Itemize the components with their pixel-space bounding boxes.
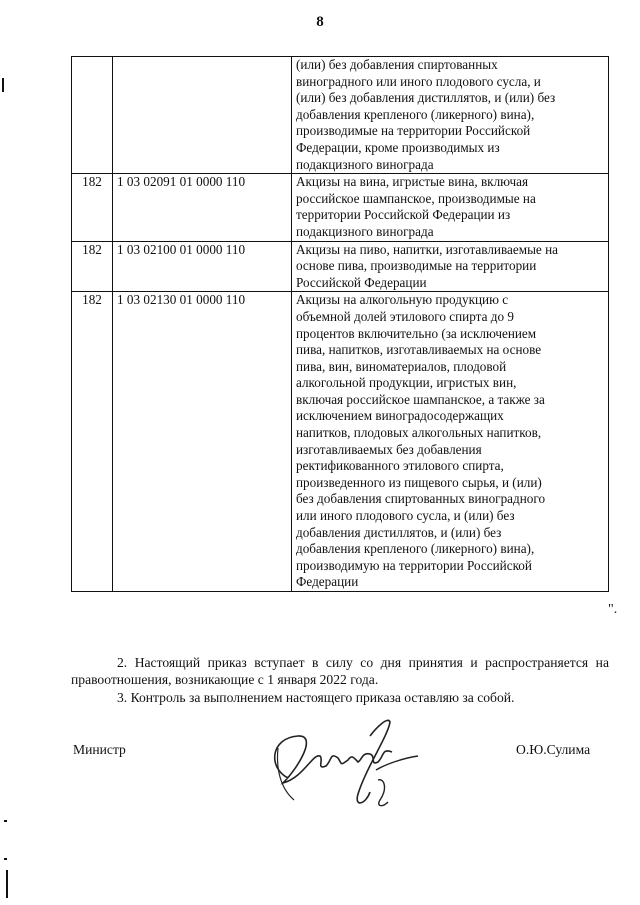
table-row — [72, 174, 609, 241]
income-name-line: добавления крепленого (ликерного) вина), — [296, 106, 535, 122]
table-row — [72, 241, 609, 292]
signatory-title: Министр — [73, 742, 126, 757]
closing-quote: ". — [608, 602, 618, 617]
income-name-line: Федерации — [296, 574, 359, 590]
income-name-cell — [292, 292, 609, 592]
budget-code-cell: 1 03 02091 01 0000 110 — [113, 174, 292, 241]
income-name-line: Федерации, кроме производимых из — [296, 139, 500, 155]
budget-code-cell: 1 03 02130 01 0000 110 — [113, 292, 292, 592]
budget-code-cell — [113, 57, 292, 174]
income-name-line: основе пива, производимые на территории — [296, 258, 537, 274]
excise-tax-table — [71, 56, 609, 592]
income-name-line: добавления дистиллятов, и (или) без — [296, 524, 502, 540]
left-margin-mark — [4, 820, 7, 822]
income-name-line: произведенного из пищевого сырья, и (или) — [296, 474, 542, 490]
income-name-line: российское шампанское, производимые на — [296, 190, 536, 206]
income-name-line: пива, вин, виноматериалов, плодовой — [296, 358, 507, 374]
left-margin-mark — [2, 78, 4, 92]
income-name-line: включая российское шампанское, а также за — [296, 391, 545, 407]
income-name-line: Российской Федерации — [296, 274, 427, 290]
income-name-line: производимые на территории Российской — [296, 123, 531, 139]
income-name-line: алкогольной продукции, игристых вин, — [296, 375, 517, 391]
signatory-name: О.Ю.Сулима — [516, 742, 591, 757]
table-row — [72, 57, 609, 174]
income-name-cell — [292, 174, 609, 241]
income-name-line: Акцизы на алкогольную продукцию с — [296, 292, 509, 308]
income-name-cell — [292, 241, 609, 292]
table-row — [72, 292, 609, 592]
income-name-line: без добавления спиртованных виноградного — [296, 491, 546, 507]
income-name-line: территории Российской Федерации из — [296, 207, 511, 223]
paragraph-effective-date: 2. Настоящий приказ вступает в силу со дня принятия и распространяется на правоотношения, возникающие с 1 января 2022 года. — [71, 655, 609, 687]
admin-code-cell: 182 — [72, 241, 113, 292]
page-number: 8 — [316, 14, 324, 30]
income-name-cell — [292, 57, 609, 174]
admin-code-cell — [72, 57, 113, 174]
left-margin-mark — [4, 858, 7, 860]
income-name-line: (или) без добавления спиртованных — [296, 57, 498, 72]
income-name-line: подакцизного винограда — [296, 156, 434, 172]
income-name-line: или иного плодового сусла, и (или) без — [296, 508, 515, 524]
income-name-line: виноградного или иного плодового сусла, и — [296, 73, 541, 89]
income-name-line: подакцизного винограда — [296, 223, 434, 239]
income-name-line: Акцизы на пиво, напитки, изготавливаемые на — [296, 241, 558, 257]
income-name-line: исключением виноградосодержащих — [296, 408, 504, 424]
admin-code-cell: 182 — [72, 292, 113, 592]
income-name-line: производимую на территории Российской — [296, 557, 532, 573]
income-name-line: изготавливаемых без добавления — [296, 441, 482, 457]
income-name-line: Акцизы на вина, игристые вина, включая — [296, 174, 529, 190]
left-margin-mark — [6, 870, 8, 898]
budget-code-cell: 1 03 02100 01 0000 110 — [113, 241, 292, 292]
income-name-line: объемной долей этилового спирта до 9 — [296, 308, 514, 324]
income-name-line: (или) без добавления дистиллятов, и (или) без — [296, 90, 556, 106]
income-name-line: напитков, плодовых алкогольных напитков, — [296, 425, 542, 441]
income-name-line: пива, напитков, изготавливаемых на основе — [296, 342, 542, 358]
income-name-line: процентов включительно (за исключением — [296, 325, 537, 341]
paragraph-control: 3. Контроль за выполнением настоящего приказа оставляю за собой. — [117, 690, 515, 705]
admin-code-cell: 182 — [72, 174, 113, 241]
income-name-line: ректификованного этилового спирта, — [296, 458, 504, 474]
income-name-line: добавления крепленого (ликерного) вина), — [296, 541, 535, 557]
handwritten-signature — [258, 708, 428, 818]
